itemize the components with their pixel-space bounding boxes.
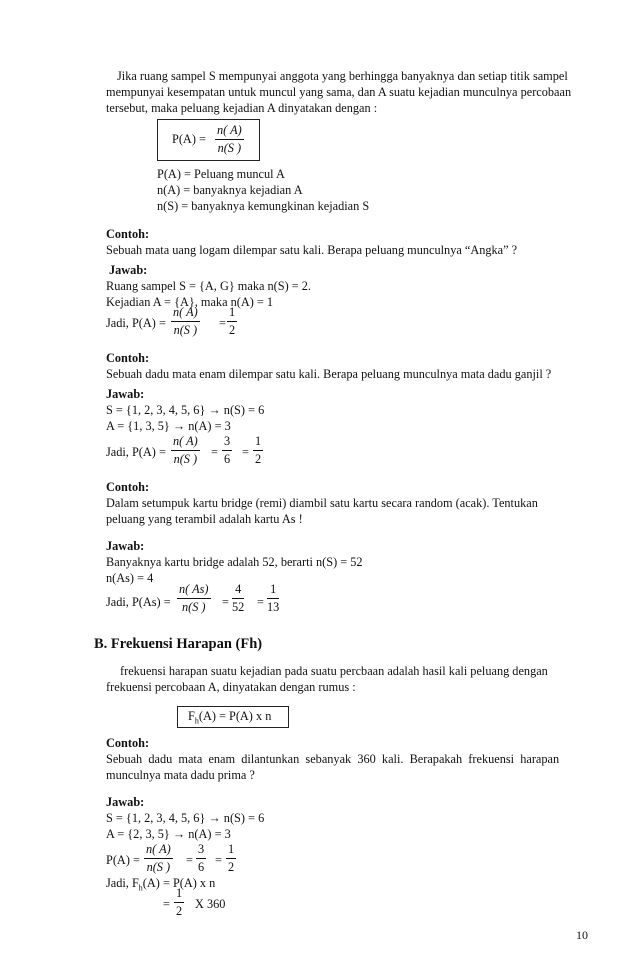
example-4-line-1: S = {1, 2, 3, 4, 5, 6} → n(S) = 6: [106, 811, 265, 825]
result-subscript-h: h: [138, 883, 143, 893]
equals-sign: =: [219, 316, 226, 330]
expected-frequency-formula-box: [177, 706, 289, 728]
equals-sign: =: [215, 853, 222, 867]
example-1-fraction-n: [171, 305, 200, 338]
equals-sign: =: [186, 853, 193, 867]
example-2-question: Sebuah dadu mata enam dilempar satu kali. Berapa peluang munculnya mata dadu ganjil ?: [106, 367, 552, 381]
example-2-simplified-numerator: 1: [253, 434, 263, 451]
equals-sign: =: [211, 445, 218, 459]
example-4-fraction-n: [144, 842, 173, 875]
example-2-fraction-n-denominator: n(S ): [173, 452, 198, 466]
formula-lhs: P(A) =: [172, 132, 206, 146]
example-4-fraction-half: [174, 886, 184, 919]
formula-f: F: [188, 709, 195, 723]
example-2-fraction-n-numerator: n( A): [171, 434, 200, 451]
example-4-fraction-simplified: [226, 842, 236, 875]
example-3-answer-heading: Jawab:: [106, 539, 145, 553]
example-1-line-1: Ruang sampel S = {A, G} maka n(S) = 2.: [106, 279, 311, 293]
example-4-question-2: munculnya mata dadu prima ?: [106, 768, 255, 782]
example-4-half-denominator: 2: [176, 904, 183, 918]
example-4-fraction-n-numerator: n( A): [144, 842, 173, 859]
example-4-heading: Contoh:: [106, 736, 150, 750]
example-4-line-2: A = {2, 3, 5} → n(A) = 3: [106, 827, 231, 841]
example-2-heading: Contoh:: [106, 351, 150, 365]
example-3-value-numerator: 4: [232, 582, 244, 599]
example-2-value-denominator: 6: [224, 452, 231, 466]
example-1-result-label: Jadi, P(A) =: [106, 316, 166, 330]
example-4-value-denominator: 6: [198, 860, 205, 874]
example-1-line-2: Kejadian A = {A}, maka n(A) = 1: [106, 295, 274, 309]
equals-sign: =: [222, 595, 229, 609]
example-1-fraction-n-denominator: n(S ): [173, 323, 198, 337]
example-4-fraction-value: [196, 842, 206, 875]
example-1-value-numerator: 1: [227, 305, 237, 322]
formula-rest: (A) = P(A) x n: [198, 709, 272, 723]
result-jadi-f: Jadi, F: [106, 876, 139, 890]
example-3-fraction-simplified: [267, 582, 279, 615]
example-1-value-denominator: 2: [229, 323, 236, 337]
example-3-result-label: Jadi, P(As) =: [106, 595, 171, 609]
example-3-fraction-n-numerator: n( As): [177, 582, 211, 599]
example-1-heading: Contoh:: [106, 227, 150, 241]
example-3-simplified-numerator: 1: [267, 582, 279, 599]
formula-denominator: n(S ): [217, 141, 242, 155]
example-1-question: Sebuah mata uang logam dilempar satu kali. Berapa peluang munculnya “Angka” ?: [106, 243, 518, 257]
example-2-fraction-simplified: [253, 434, 263, 467]
probability-formula-box: [157, 119, 260, 161]
example-1-fraction-n-numerator: n( A): [171, 305, 200, 322]
result-formula: (A) = P(A) x n: [142, 876, 216, 890]
equals-sign: =: [163, 897, 170, 911]
definition-ns: n(S) = banyaknya kemungkinan kejadian S: [157, 199, 370, 213]
example-2-line-1: S = {1, 2, 3, 4, 5, 6} → n(S) = 6: [106, 403, 265, 417]
example-3-fraction-value: [232, 582, 244, 615]
example-2-simplified-denominator: 2: [255, 452, 262, 466]
definition-p: P(A) = Peluang muncul A: [157, 167, 285, 181]
example-2-fraction-n: [171, 434, 200, 467]
section-b-paragraph-1: frekuensi harapan suatu kejadian pada suatu percbaan adalah hasil kali peluang dengan: [120, 664, 548, 678]
multiply-360: X 360: [195, 897, 226, 911]
example-4-simplified-denominator: 2: [228, 860, 235, 874]
equals-sign: =: [257, 595, 264, 609]
formula-numerator: n( A): [215, 123, 244, 140]
example-2-value-numerator: 3: [222, 434, 232, 451]
example-3-fraction-n: [177, 582, 211, 615]
intro-line-2: mempunyai kesempatan untuk muncul yang sama, dan A suatu kejadian munculnya percobaan: [106, 85, 572, 99]
example-2-fraction-value: [222, 434, 232, 467]
example-1-fraction-value: [227, 305, 237, 338]
example-2-line-2: A = {1, 3, 5} → n(A) = 3: [106, 419, 231, 433]
example-3-heading: Contoh:: [106, 480, 150, 494]
equals-sign: =: [242, 445, 249, 459]
example-3-question-1: Dalam setumpuk kartu bridge (remi) diambil satu kartu secara random (acak). Tentukan: [106, 496, 538, 510]
intro-line-1: Jika ruang sampel S mempunyai anggota yang berhingga banyaknya dan setiap titik sampel: [117, 69, 568, 83]
formula-fraction: [215, 123, 244, 156]
section-b-heading: B. Frekuensi Harapan (Fh): [94, 636, 263, 652]
example-4-value-numerator: 3: [196, 842, 206, 859]
example-4-half-numerator: 1: [174, 886, 184, 903]
page-number: 10: [576, 928, 588, 942]
example-3-simplified-denominator: 13: [267, 600, 280, 614]
definition-na: n(A) = banyaknya kejadian A: [157, 183, 303, 197]
example-3-value-denominator: 52: [232, 600, 245, 614]
intro-line-3: tersebut, maka peluang kejadian A dinyatakan dengan :: [106, 101, 378, 115]
example-4-result-label: [106, 876, 215, 895]
example-1-answer-heading: Jawab:: [109, 263, 148, 277]
example-4-pa-label: P(A) =: [106, 853, 140, 867]
formula-subscript-h: h: [194, 716, 199, 726]
example-3-fraction-n-denominator: n(S ): [181, 600, 206, 614]
example-2-answer-heading: Jawab:: [106, 387, 145, 401]
example-4-simplified-numerator: 1: [226, 842, 236, 859]
example-3-question-2: peluang yang terambil adalah kartu As !: [106, 512, 303, 526]
expected-frequency-formula: [188, 709, 271, 725]
example-4-fraction-n-denominator: n(S ): [146, 860, 171, 874]
example-3-line-1: Banyaknya kartu bridge adalah 52, berarti n(S) = 52: [106, 555, 363, 569]
example-2-result-label: Jadi, P(A) =: [106, 445, 166, 459]
example-4-answer-heading: Jawab:: [106, 795, 145, 809]
section-b-paragraph-2: frekuensi percobaan A, dinyatakan dengan rumus :: [106, 680, 356, 694]
example-3-line-2: n(As) = 4: [106, 571, 154, 585]
example-4-question-1: Sebuah dadu mata enam dilantunkan sebanyak 360 kali. Berapakah frekuensi harapan: [106, 752, 560, 766]
